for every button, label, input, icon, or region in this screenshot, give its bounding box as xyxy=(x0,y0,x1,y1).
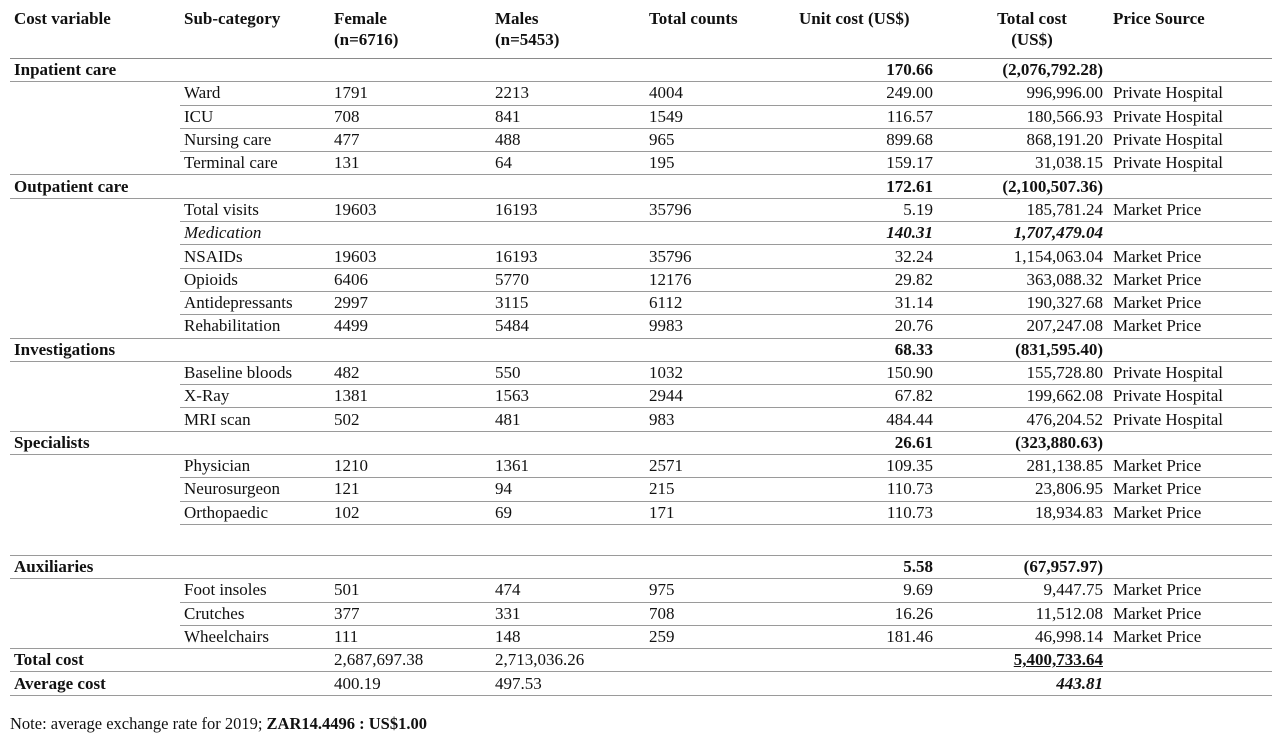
female-cell: 102 xyxy=(330,501,491,524)
header-cost-variable: Cost variable xyxy=(10,4,180,59)
header-female xyxy=(330,4,491,59)
unit-cost-cell: 899.68 xyxy=(795,128,955,151)
price-source-cell: Market Price xyxy=(1109,198,1272,221)
average-cost-label: Average cost xyxy=(10,672,330,695)
sub-category-cell: Wheelchairs xyxy=(180,625,330,648)
unit-cost-cell: 110.73 xyxy=(795,501,955,524)
unit-cost-cell: 159.17 xyxy=(795,152,955,175)
sub-category-cell: Opioids xyxy=(180,268,330,291)
males-cell: 331 xyxy=(491,602,645,625)
table-row xyxy=(10,501,1272,524)
total-cost-cell: 363,088.32 xyxy=(955,268,1109,291)
female-cell: 131 xyxy=(330,152,491,175)
female-cell: 708 xyxy=(330,105,491,128)
header-total-counts: Total counts xyxy=(645,4,795,59)
table-row xyxy=(10,105,1272,128)
total-cost-cell: 1,154,063.04 xyxy=(955,245,1109,268)
note-exchange-rate: ZAR14.4496 : US$1.00 xyxy=(266,714,427,733)
total-males-cell: 2,713,036.26 xyxy=(491,649,645,672)
unit-cost-cell: 16.26 xyxy=(795,602,955,625)
table-row xyxy=(10,315,1272,338)
total-counts-cell: 171 xyxy=(645,501,795,524)
category-unit-cost: 68.33 xyxy=(795,338,955,361)
unit-cost-cell: 110.73 xyxy=(795,478,955,501)
female-cell: 121 xyxy=(330,478,491,501)
header-unit-cost: Unit cost (US$) xyxy=(795,4,955,59)
total-counts-cell: 1549 xyxy=(645,105,795,128)
total-counts-cell: 975 xyxy=(645,579,795,602)
medication-subtotal-row xyxy=(10,222,1272,245)
female-cell: 482 xyxy=(330,361,491,384)
female-cell: 19603 xyxy=(330,198,491,221)
header-total-cost-label: Total cost xyxy=(997,9,1067,28)
total-counts-cell: 215 xyxy=(645,478,795,501)
males-cell: 841 xyxy=(491,105,645,128)
category-row-specialists xyxy=(10,431,1272,454)
category-label: Investigations xyxy=(10,338,795,361)
price-source-cell: Private Hospital xyxy=(1109,105,1272,128)
total-cost-cell: 46,998.14 xyxy=(955,625,1109,648)
price-source-cell: Private Hospital xyxy=(1109,385,1272,408)
category-unit-cost: 26.61 xyxy=(795,431,955,454)
price-source-cell: Market Price xyxy=(1109,315,1272,338)
table-row xyxy=(10,408,1272,431)
category-unit-cost: 170.66 xyxy=(795,59,955,82)
category-row-inpatient xyxy=(10,59,1272,82)
header-row xyxy=(10,4,1272,59)
males-cell: 1563 xyxy=(491,385,645,408)
header-female-label: Female xyxy=(334,9,387,28)
spacer-row xyxy=(10,524,1272,555)
grand-total-cost-cell: 5,400,733.64 xyxy=(955,649,1109,672)
table-row xyxy=(10,579,1272,602)
total-cost-cell: 9,447.75 xyxy=(955,579,1109,602)
total-cost-cell: 868,191.20 xyxy=(955,128,1109,151)
unit-cost-cell: 5.19 xyxy=(795,198,955,221)
average-males-cell: 497.53 xyxy=(491,672,645,695)
header-total-cost-unit: (US$) xyxy=(1011,30,1053,49)
category-total-cost: (323,880.63) xyxy=(955,431,1109,454)
unit-cost-cell: 32.24 xyxy=(795,245,955,268)
males-cell: 64 xyxy=(491,152,645,175)
female-cell: 1381 xyxy=(330,385,491,408)
average-total-cost-cell: 443.81 xyxy=(955,672,1109,695)
note-text: Note: average exchange rate for 2019; xyxy=(10,714,267,733)
males-cell: 550 xyxy=(491,361,645,384)
female-cell: 111 xyxy=(330,625,491,648)
total-counts-cell: 12176 xyxy=(645,268,795,291)
total-cost-cell: 18,934.83 xyxy=(955,501,1109,524)
unit-cost-cell: 249.00 xyxy=(795,82,955,105)
female-cell: 6406 xyxy=(330,268,491,291)
total-cost-cell: 476,204.52 xyxy=(955,408,1109,431)
total-cost-cell: 155,728.80 xyxy=(955,361,1109,384)
header-males xyxy=(491,4,645,59)
price-source-cell: Private Hospital xyxy=(1109,152,1272,175)
sub-category-cell: Baseline bloods xyxy=(180,361,330,384)
table-row xyxy=(10,82,1272,105)
males-cell: 5770 xyxy=(491,268,645,291)
table-note xyxy=(10,714,427,734)
table-row xyxy=(10,291,1272,314)
header-price-source: Price Source xyxy=(1109,4,1272,59)
sub-category-cell: Antidepressants xyxy=(180,291,330,314)
males-cell: 2213 xyxy=(491,82,645,105)
category-total-cost: (67,957.97) xyxy=(955,555,1109,578)
female-cell: 2997 xyxy=(330,291,491,314)
table-row xyxy=(10,361,1272,384)
table-row xyxy=(10,455,1272,478)
total-counts-cell: 965 xyxy=(645,128,795,151)
total-cost-cell: 31,038.15 xyxy=(955,152,1109,175)
males-cell: 69 xyxy=(491,501,645,524)
price-source-cell: Market Price xyxy=(1109,478,1272,501)
category-label: Outpatient care xyxy=(10,175,795,198)
unit-cost-cell: 484.44 xyxy=(795,408,955,431)
total-cost-cell: 185,781.24 xyxy=(955,198,1109,221)
total-cost-cell: 11,512.08 xyxy=(955,602,1109,625)
category-row-auxiliaries xyxy=(10,555,1272,578)
unit-cost-cell: 109.35 xyxy=(795,455,955,478)
unit-cost-cell: 140.31 xyxy=(795,222,955,245)
total-female-cell: 2,687,697.38 xyxy=(330,649,491,672)
total-cost-label: Total cost xyxy=(10,649,330,672)
header-total-cost xyxy=(955,4,1109,59)
unit-cost-cell: 181.46 xyxy=(795,625,955,648)
total-cost-row xyxy=(10,649,1272,672)
total-cost-cell: 190,327.68 xyxy=(955,291,1109,314)
total-cost-cell: 281,138.85 xyxy=(955,455,1109,478)
female-cell: 502 xyxy=(330,408,491,431)
price-source-cell: Private Hospital xyxy=(1109,361,1272,384)
sub-category-cell: Nursing care xyxy=(180,128,330,151)
category-row-investigations xyxy=(10,338,1272,361)
table-row xyxy=(10,602,1272,625)
males-cell: 16193 xyxy=(491,198,645,221)
total-cost-cell: 207,247.08 xyxy=(955,315,1109,338)
category-total-cost: (2,076,792.28) xyxy=(955,59,1109,82)
header-males-n: (n=5453) xyxy=(495,30,560,49)
female-cell: 477 xyxy=(330,128,491,151)
female-cell: 1791 xyxy=(330,82,491,105)
total-counts-cell: 6112 xyxy=(645,291,795,314)
total-counts-cell: 35796 xyxy=(645,245,795,268)
sub-category-cell: MRI scan xyxy=(180,408,330,431)
table-row xyxy=(10,152,1272,175)
sub-category-cell: Ward xyxy=(180,82,330,105)
males-cell: 3115 xyxy=(491,291,645,314)
category-unit-cost: 5.58 xyxy=(795,555,955,578)
table-row xyxy=(10,478,1272,501)
total-cost-cell: 996,996.00 xyxy=(955,82,1109,105)
sub-category-cell: X-Ray xyxy=(180,385,330,408)
price-source-cell: Market Price xyxy=(1109,602,1272,625)
unit-cost-cell: 116.57 xyxy=(795,105,955,128)
total-counts-cell: 259 xyxy=(645,625,795,648)
header-males-label: Males xyxy=(495,9,539,28)
price-source-cell: Private Hospital xyxy=(1109,82,1272,105)
female-cell: 501 xyxy=(330,579,491,602)
unit-cost-cell: 29.82 xyxy=(795,268,955,291)
price-source-cell: Market Price xyxy=(1109,625,1272,648)
category-row-outpatient xyxy=(10,175,1272,198)
price-source-cell: Private Hospital xyxy=(1109,128,1272,151)
sub-category-cell: Neurosurgeon xyxy=(180,478,330,501)
header-sub-category: Sub-category xyxy=(180,4,330,59)
total-counts-cell: 35796 xyxy=(645,198,795,221)
total-counts-cell: 4004 xyxy=(645,82,795,105)
total-counts-cell: 1032 xyxy=(645,361,795,384)
price-source-cell: Market Price xyxy=(1109,501,1272,524)
total-counts-cell: 708 xyxy=(645,602,795,625)
total-counts-cell: 195 xyxy=(645,152,795,175)
total-counts-cell: 2571 xyxy=(645,455,795,478)
sub-category-cell: Terminal care xyxy=(180,152,330,175)
males-cell: 1361 xyxy=(491,455,645,478)
sub-category-cell: Medication xyxy=(180,222,795,245)
price-source-cell: Market Price xyxy=(1109,291,1272,314)
female-cell: 4499 xyxy=(330,315,491,338)
unit-cost-cell: 67.82 xyxy=(795,385,955,408)
table-row xyxy=(10,268,1272,291)
total-cost-cell: 1,707,479.04 xyxy=(955,222,1109,245)
table-row xyxy=(10,198,1272,221)
category-total-cost: (831,595.40) xyxy=(955,338,1109,361)
sub-category-cell: Crutches xyxy=(180,602,330,625)
price-source-cell: Market Price xyxy=(1109,245,1272,268)
males-cell: 148 xyxy=(491,625,645,648)
category-label: Auxiliaries xyxy=(10,555,795,578)
table-row xyxy=(10,128,1272,151)
header-female-n: (n=6716) xyxy=(334,30,399,49)
table-row xyxy=(10,625,1272,648)
sub-category-cell: Total visits xyxy=(180,198,330,221)
unit-cost-cell: 20.76 xyxy=(795,315,955,338)
total-cost-cell: 23,806.95 xyxy=(955,478,1109,501)
total-cost-cell: 199,662.08 xyxy=(955,385,1109,408)
female-cell: 377 xyxy=(330,602,491,625)
unit-cost-cell: 31.14 xyxy=(795,291,955,314)
category-label: Specialists xyxy=(10,431,795,454)
average-cost-row xyxy=(10,672,1272,695)
category-unit-cost: 172.61 xyxy=(795,175,955,198)
table-row xyxy=(10,245,1272,268)
males-cell: 481 xyxy=(491,408,645,431)
total-cost-cell: 180,566.93 xyxy=(955,105,1109,128)
price-source-cell: Market Price xyxy=(1109,268,1272,291)
cost-table xyxy=(10,4,1272,696)
price-source-cell: Market Price xyxy=(1109,579,1272,602)
price-source-cell: Private Hospital xyxy=(1109,408,1272,431)
total-counts-cell: 9983 xyxy=(645,315,795,338)
males-cell: 488 xyxy=(491,128,645,151)
sub-category-cell: ICU xyxy=(180,105,330,128)
sub-category-cell: Orthopaedic xyxy=(180,501,330,524)
males-cell: 94 xyxy=(491,478,645,501)
price-source-cell: Market Price xyxy=(1109,455,1272,478)
unit-cost-cell: 150.90 xyxy=(795,361,955,384)
category-total-cost: (2,100,507.36) xyxy=(955,175,1109,198)
sub-category-cell: Physician xyxy=(180,455,330,478)
total-counts-cell: 2944 xyxy=(645,385,795,408)
female-cell: 1210 xyxy=(330,455,491,478)
sub-category-cell: Foot insoles xyxy=(180,579,330,602)
total-counts-cell: 983 xyxy=(645,408,795,431)
males-cell: 474 xyxy=(491,579,645,602)
unit-cost-cell: 9.69 xyxy=(795,579,955,602)
average-female-cell: 400.19 xyxy=(330,672,491,695)
males-cell: 16193 xyxy=(491,245,645,268)
sub-category-cell: Rehabilitation xyxy=(180,315,330,338)
sub-category-cell: NSAIDs xyxy=(180,245,330,268)
female-cell: 19603 xyxy=(330,245,491,268)
table-row xyxy=(10,385,1272,408)
males-cell: 5484 xyxy=(491,315,645,338)
category-label: Inpatient care xyxy=(10,59,795,82)
